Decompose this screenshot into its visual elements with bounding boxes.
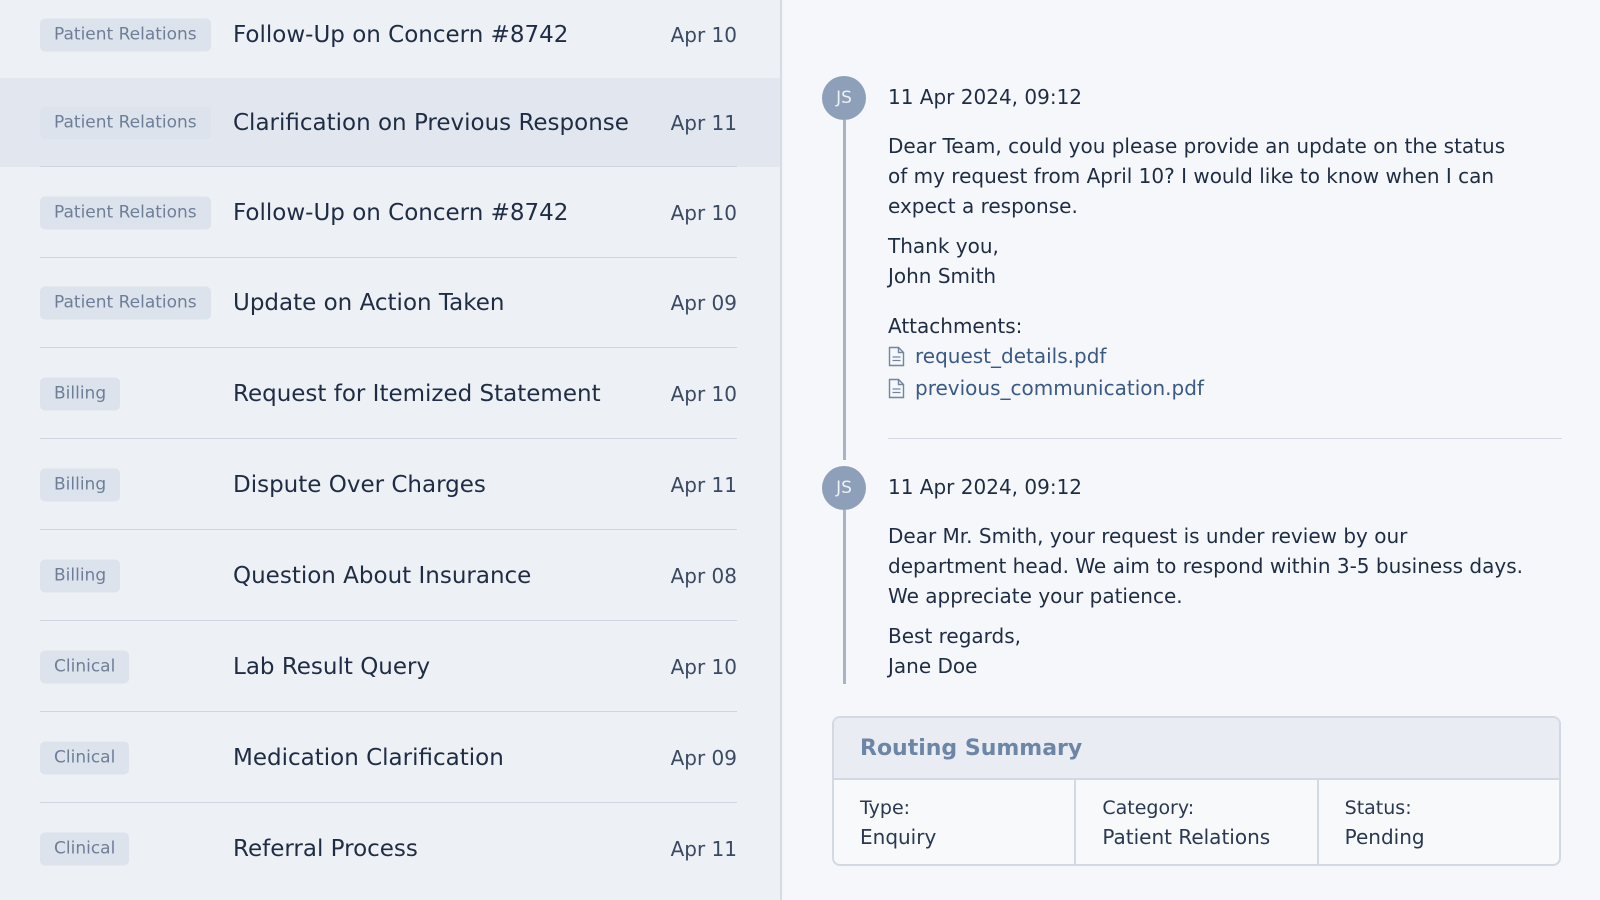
list-item[interactable] (0, 803, 780, 894)
category-tag: Patient Relations (40, 106, 211, 139)
avatar: JS (822, 466, 866, 510)
list-item[interactable] (0, 257, 780, 348)
attachment-filename: request_details.pdf (915, 344, 1107, 368)
category-tag: Clinical (40, 741, 129, 774)
message-date: Apr 10 (670, 654, 737, 679)
list-item-selected[interactable] (0, 78, 780, 167)
list-item[interactable] (0, 712, 780, 803)
message-date: Apr 11 (670, 110, 737, 135)
routing-summary-title: Routing Summary (834, 718, 1559, 780)
message-subject: Update on Action Taken (233, 289, 505, 316)
list-item[interactable] (0, 439, 780, 530)
message-date: Apr 10 (670, 381, 737, 406)
message-subject: Medication Clarification (233, 744, 504, 771)
message-subject: Dispute Over Charges (233, 471, 486, 498)
message-date: Apr 10 (670, 22, 737, 47)
attachments-label: Attachments: (888, 314, 1023, 338)
attachment-link[interactable] (888, 376, 1204, 400)
message-date: Apr 09 (670, 745, 737, 770)
attachment-filename: previous_communication.pdf (915, 376, 1204, 400)
file-icon (888, 346, 905, 367)
category-tag: Patient Relations (40, 286, 211, 319)
message-closing: Best regards, (888, 624, 1022, 648)
category-tag: Clinical (40, 832, 129, 865)
message-date: Apr 11 (670, 472, 737, 497)
message-timestamp: 11 Apr 2024, 09:12 (888, 475, 1083, 499)
routing-category-label: Category: (1102, 797, 1195, 819)
list-item[interactable] (0, 530, 780, 621)
attachment-link[interactable] (888, 344, 1106, 368)
routing-category-value: Patient Relations (1102, 825, 1271, 849)
message-body: Dear Mr. Smith, your request is under review by our department head. We aim to respond within 3-5 business days. We appreciate your patience. (888, 524, 1523, 608)
thread-line (843, 120, 846, 460)
category-tag: Patient Relations (40, 18, 211, 51)
routing-status-label: Status: (1344, 797, 1412, 819)
list-item[interactable] (0, 348, 780, 439)
category-tag: Billing (40, 468, 120, 501)
category-tag: Patient Relations (40, 196, 211, 229)
category-tag: Clinical (40, 650, 129, 683)
routing-type-cell (834, 780, 1076, 866)
message-closing: Thank you, (888, 234, 999, 258)
file-icon (888, 378, 905, 399)
message-date: Apr 08 (670, 563, 737, 588)
message-body: Dear Team, could you please provide an update on the status of my request from April 10? I would like to know when I can expect a response. (888, 134, 1506, 218)
message-list (0, 0, 782, 900)
message-subject: Follow-Up on Concern #8742 (233, 21, 569, 48)
message-date: Apr 11 (670, 836, 737, 861)
message-subject: Clarification on Previous Response (233, 109, 629, 136)
message-signature: Jane Doe (888, 654, 978, 678)
message-subject: Request for Itemized Statement (233, 380, 601, 407)
list-item[interactable] (0, 621, 780, 712)
routing-status-cell (1319, 780, 1559, 866)
message-timestamp: 11 Apr 2024, 09:12 (888, 85, 1083, 109)
message-subject: Referral Process (233, 835, 418, 862)
list-item[interactable] (0, 0, 780, 80)
routing-type-label: Type: (860, 797, 911, 819)
message-divider (888, 438, 1562, 439)
message-signature: John Smith (888, 264, 997, 288)
avatar: JS (822, 76, 866, 120)
message-subject: Lab Result Query (233, 653, 431, 680)
category-tag: Billing (40, 559, 120, 592)
message-subject: Question About Insurance (233, 562, 532, 589)
routing-type-value: Enquiry (860, 825, 937, 849)
category-tag: Billing (40, 377, 120, 410)
message-subject: Follow-Up on Concern #8742 (233, 199, 569, 226)
routing-category-cell (1076, 780, 1318, 866)
message-date: Apr 10 (670, 200, 737, 225)
routing-status-value: Pending (1344, 825, 1425, 849)
list-item[interactable] (0, 167, 780, 258)
routing-summary-panel (832, 716, 1561, 866)
message-date: Apr 09 (670, 290, 737, 315)
thread-line (843, 510, 846, 684)
